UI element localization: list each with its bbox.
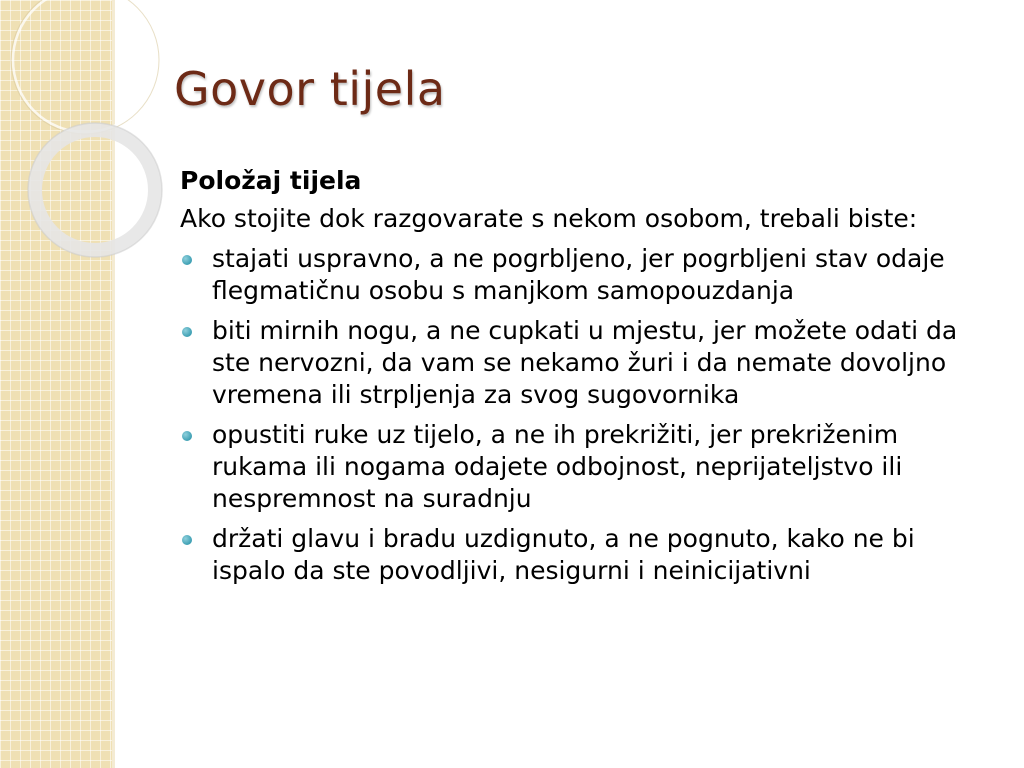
- intro-text: Ako stojite dok razgovarate s nekom osobom, trebali biste:: [180, 204, 918, 233]
- slide-content: [180, 165, 990, 595]
- bullet-dot-icon: [182, 327, 192, 337]
- bullet-text: stajati uspravno, a ne pogrbljeno, jer pogrbljeni stav odaje flegmatičnu osobu s manjkom samopouzdanja: [212, 244, 945, 305]
- bullet-dot-icon: [182, 535, 192, 545]
- bullet-item: [180, 523, 990, 587]
- bullet-list: [180, 243, 990, 587]
- bullet-item: [180, 315, 990, 411]
- bullet-text: biti mirnih nogu, a ne cupkati u mjestu, jer možete odati da ste nervozni, da vam se nekamo žuri i da nemate dovoljno vremena ili strpljenja za svog sugovornika: [212, 316, 958, 409]
- bullet-text: držati glavu i bradu uzdignuto, a ne pognuto, kako ne bi ispalo da ste povodljivi, nesigurni i neinicijativni: [212, 524, 915, 585]
- slide-title: Govor tijela: [174, 62, 446, 116]
- bullet-dot-icon: [182, 431, 192, 441]
- decorative-rings-graphic: [0, 0, 200, 260]
- bullet-item: [180, 243, 990, 307]
- subheading: Položaj tijela: [180, 166, 362, 195]
- bullet-item: [180, 419, 990, 515]
- bullet-dot-icon: [182, 255, 192, 265]
- bullet-text: opustiti ruke uz tijelo, a ne ih prekrižiti, jer prekriženim rukama ili nogama odajete odbojnost, neprijateljstvo ili nespremnost na suradnju: [212, 420, 903, 513]
